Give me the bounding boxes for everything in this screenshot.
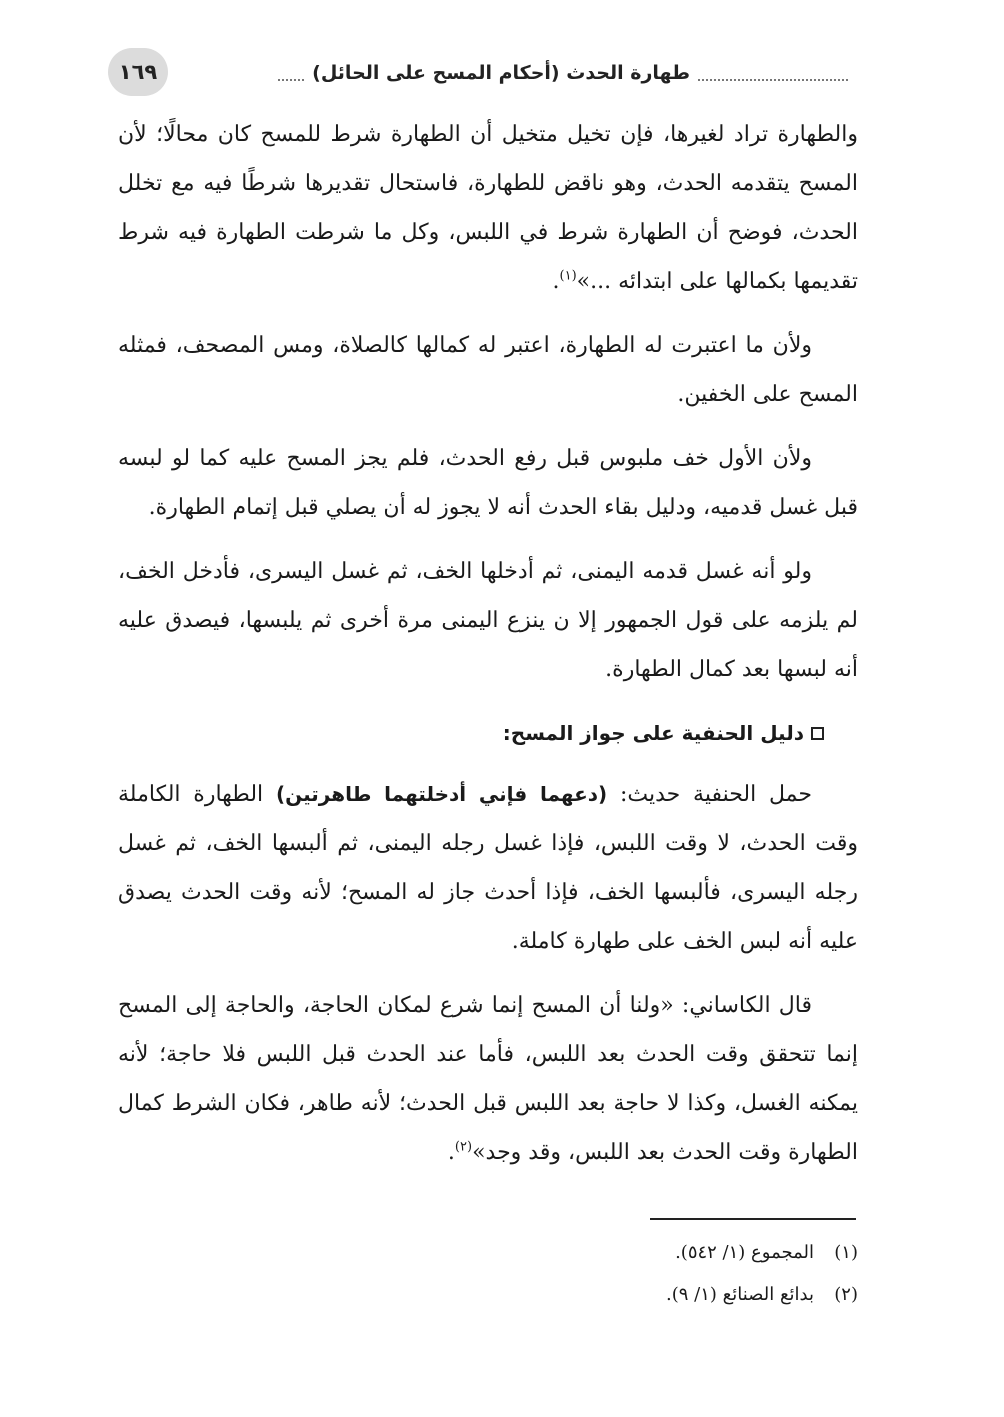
paragraph-6-end: . [447,1140,455,1165]
paragraph-5-start: حمل الحنفية حديث: [607,782,812,807]
paragraph-6-text: قال الكاساني: «ولنا أن المسح إنما شرع لمكان الحاجة، والحاجة إلى المسح إنما تتحقق وقت الحدث بعد اللبس، فأما عند الحدث قبل اللبس فلا حاجة؛ لأنه يمكنه الغسل، وكذا لا حاجة بعد اللبس قبل الحدث؛ لأنه طاهر، فكان الشرط كمال الطهارة وقت الحدث بعد اللبس، وقد وجد» [118,993,858,1165]
footnote-text: المجموع (١/ ٥٤٢). [675,1242,814,1263]
section-heading-text: دليل الحنفية على جواز المسح: [502,721,804,745]
paragraph-3: ولأن الأول خف ملبوس قبل رفع الحدث، فلم يجز المسح عليه كما لو لبسه قبل غسل قدميه، ودليل بقاء الحدث أنه لا يجوز له أن يصلي قبل إتمام الطهارة. [118,446,858,520]
footnote-number: (١) [834,1242,858,1263]
square-bullet-icon [811,727,824,740]
running-title-bar [278,58,848,88]
footnote-text: بدائع الصنائع (١/ ٩). [665,1284,814,1305]
footnote-divider [650,1218,856,1220]
section-heading [118,709,858,758]
footnote-number: (٢) [834,1284,858,1305]
hadith-quote: (دعهما فإني أدخلتهما طاهرتين) [275,782,608,806]
header-dots-right [698,78,848,81]
footnote-1 [380,1232,858,1274]
paragraph-6 [118,981,858,1177]
paragraph-5 [118,770,858,966]
footnotes [380,1232,858,1316]
paragraph-1-end: . [552,269,560,294]
paragraph-5-rest: الطهارة الكاملة وقت الحدث، لا وقت اللبس، فإذا غسل رجله اليمنى، ثم ألبسها الخف، ثم غسل رجله اليسرى، فألبسها الخف، فإذا أحدث جاز له المسح؛ لأنه وقت الحدث يصدق عليه أنه لبس الخف على طهارة كاملة. [118,782,858,954]
paragraph-2: ولأن ما اعتبرت له الطهارة، اعتبر له كمالها كالصلاة، ومس المصحف، فمثله المسح على الخفين. [118,333,858,407]
footnote-ref-1[interactable]: (١) [559,268,577,284]
paragraph-1 [118,110,858,306]
footnote-ref-2[interactable]: (٢) [454,1139,473,1155]
header-dots-left [278,78,304,81]
footnote-2 [380,1274,858,1316]
paragraph-4: ولو أنه غسل قدمه اليمنى، ثم أدخلها الخف، ثم غسل اليسرى، فأدخل الخف، لم يلزمه على قول الجمهور إلا ن ينزع اليمنى مرة أخرى ثم يلبسها، فيصدق عليه أنه لبسها بعد كمال الطهارة. [118,559,858,682]
main-text [118,110,858,1192]
page-number: ١٦٩ [108,48,168,96]
running-title: طهارة الحدث (أحكام المسح على الحائل) [312,62,690,84]
paragraph-1-text: والطهارة تراد لغيرها، فإن تخيل متخيل أن الطهارة شرط للمسح كان محالًا؛ لأن المسح يتقدمه الحدث، وهو ناقض للطهارة، فاستحال تقديرها شرطًا فيه مع تخلل الحدث، فوضح أن الطهارة شرط في اللبس، وكل ما شرطت الطهارة فيه شرط تقديمها بكمالها على ابتدائه ...» [118,122,858,294]
page-header [108,48,848,96]
